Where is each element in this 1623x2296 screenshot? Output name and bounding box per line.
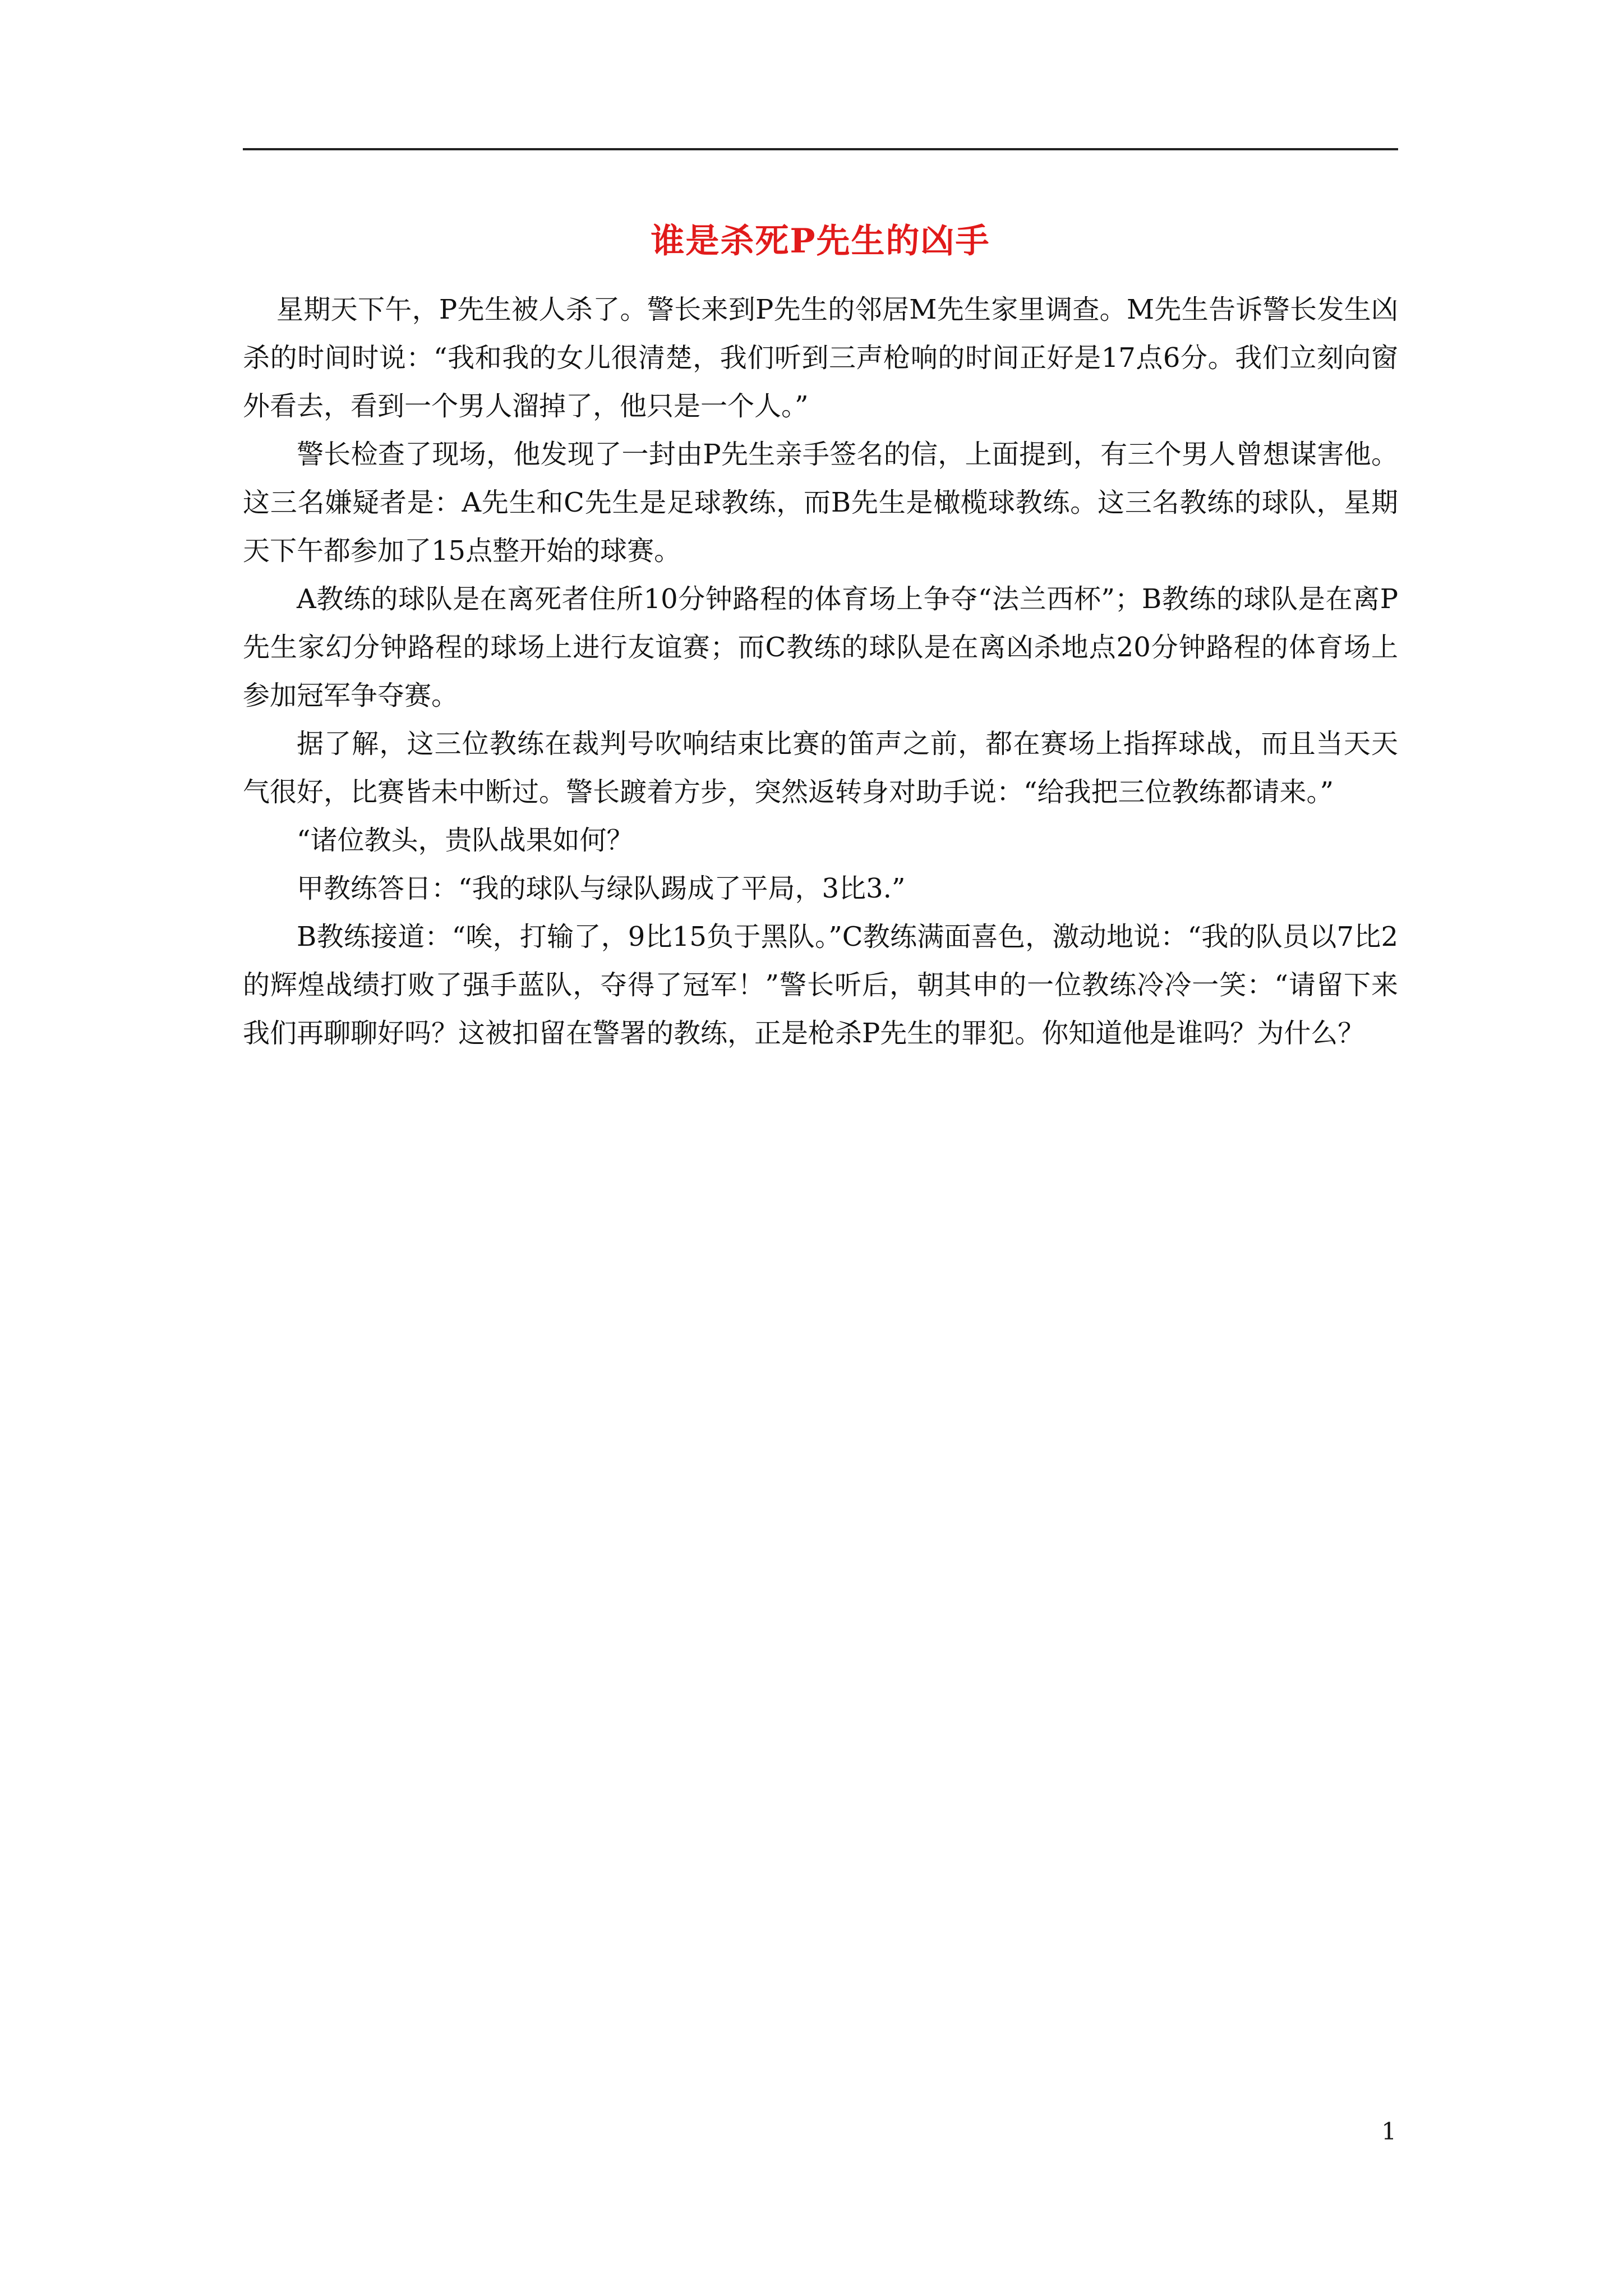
paragraph-1: 星期天下午，P先生被人杀了。警长来到P先生的邻居M先生家里调查。M先生告诉警长发生凶杀的时间时说：“我和我的女儿很清楚，我们听到三声枪响的时间正好是17点6分。我们立刻向窗外看去，看到一个男人溜掉了，他只是一个人。” <box>243 294 1398 422</box>
document-title: 谁是杀死P先生的凶手 <box>651 222 990 261</box>
paragraph-6: 甲教练答日：“我的球队与绿队踢成了平局，3比3.” <box>297 873 906 904</box>
document-body <box>243 286 1398 1057</box>
page-number: 1 <box>1381 2118 1396 2145</box>
paragraph-2: 警长检查了现场，他发现了一封由P先生亲手签名的信，上面提到，有三个男人曾想谋害他。这三名嫌疑者是：A先生和C先生是足球教练，而B先生是橄榄球教练。这三名教练的球队，星期天下午都参加了15点整开始的球赛。 <box>243 439 1398 567</box>
paragraph-7: B教练接道：“唉，打输了，9比15负于黑队。”C教练满面喜色，激动地说：“我的队员以7比2的辉煌战绩打败了强手蓝队，夺得了冠军！”警长听后，朝其申的一位教练冷冷一笑：“请留下来我们再聊聊好吗？这被扣留在警署的教练，正是枪杀P先生的罪犯。你知道他是谁吗？为什么？ <box>243 921 1398 1049</box>
paragraph-3: A教练的球队是在离死者住所10分钟路程的体育场上争夺“法兰西杯”；B教练的球队是在离P先生家幻分钟路程的球场上进行友谊赛；而C教练的球队是在离凶杀地点20分钟路程的体育场上参加冠军争夺赛。 <box>243 583 1398 711</box>
header-rule <box>243 148 1398 150</box>
paragraph-4: 据了解，这三位教练在裁判号吹响结束比赛的笛声之前，都在赛场上指挥球战，而且当天天气很好，比赛皆未中断过。警长踱着方步，突然返转身对助手说：“给我把三位教练都请来。” <box>243 728 1398 808</box>
paragraph-5: “诸位教头，贵队战果如何？ <box>297 825 634 856</box>
